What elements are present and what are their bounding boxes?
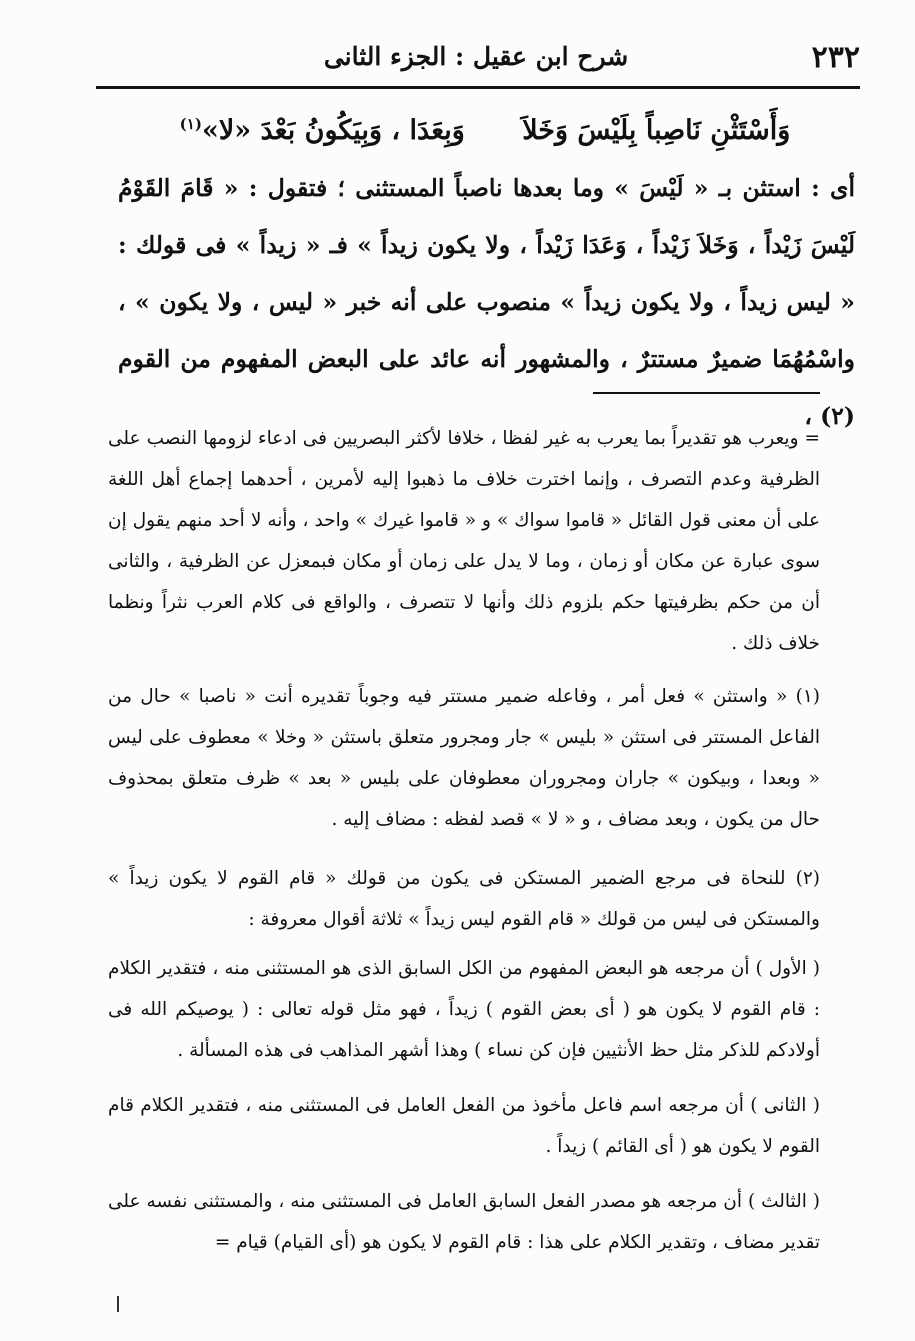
footnote-2-first-view: ( الأول ) أن مرجعه هو البعض المفهوم من الكل السابق الذى هو المستثنى منه ، فتقدير الكلام : قام القوم لا يكون هو ( أى بعض القوم ) زيداً ، فهو مثل قوله تعالى : ( يوصيكم الله فى أولادكم للذكر مثل حظ الأنثيين فإن كن نساء ) وهذا أشهر المذاهب فى هذه المسألة . [108, 958, 820, 1061]
footnotes [108, 418, 820, 1263]
page-header [92, 36, 860, 86]
verse-hemistich-left-text: وَبِعَدَا ، وَبِيَكُونُ بَعْدَ «لا» [201, 115, 465, 146]
margin-mark [117, 1296, 119, 1312]
footnote-2-third-view: ( الثالث ) أن مرجعه هو مصدر الفعل السابق العامل فى المستثنى منه ، والمستثنى نفسه على تقدير مضاف ، وتقدير الكلام على هذا : قام القوم لا يكون هو (أى القيام) قيام = [108, 1191, 820, 1253]
page-number: ٢٣٢ [811, 40, 860, 75]
commentary-text: أى : استثن بـ « لَيْسَ » وما بعدها ناصباً المستثنى ؛ فتقول : « قَامَ القَوْمُ لَيْسَ زَيْداً ، وَخَلاَ زَيْداً ، وَعَدَا زَيْداً ، ولا يكون زيداً » فـ « زيداً » فى قولك : « ليس زيداً ، ولا يكون زيداً » منصوب على أنه خبر « ليس ، ولا يكون » ، واسْمُهُمَا ضميرٌ مستترٌ ، والمشهور أنه عائد على البعض المفهوم من القوم (٢) ، [118, 174, 855, 430]
footnote-2-second-view: ( الثانى ) أن مرجعه اسم فاعل مأخوذ من الفعل العامل فى المستثنى منه ، فتقدير الكلام قام القوم لا يكون هو ( أى القائم ) زيداً . [108, 1095, 820, 1157]
verse-footnote-ref: (١) [179, 115, 202, 133]
footnote-2-intro: (٢) للنحاة فى مرجع الضمير المستكن فى يكون من قولك « قام القوم لا يكون زيداً » والمستكن فى ليس من قولك « قام القوم ليس زيداً » ثلاثة أقوال معروفة : [108, 868, 820, 930]
verse-hemistich-right: وَأَسْتَثْنِ نَاصِباً بِلَيْسَ وَخَلاَ [522, 115, 791, 146]
verse-line [120, 102, 850, 153]
header-rule [96, 86, 860, 89]
footnote-continued: = ويعرب هو تقديراً بما يعرب به غير لفظا ، خلافا لأكثر البصريين فى ادعاء لزومها النصب على الظرفية وعدم التصرف ، وإنما اخترت خلاف ما ذهبوا إليه لأمرين ، أحدهما إجماع أهل اللغة على أن معنى قول القائل « قاموا سواك » و « قاموا غيرك » واحد ، وأنه لا أحد منهم يقول إن سوى عبارة عن مكان أو زمان ، وما لا يدل على زمان أو مكان فبمعزل عن الظرفية ، والثانى أن من حكم بظرفيتها حكم بلزوم ذلك وأنها لا تتصرف ، والواقع فى كلام العرب نثراً ونظما خلاف ذلك . [108, 428, 820, 654]
footnote-separator [593, 392, 820, 394]
footnote-1: (١) « واستثن » فعل أمر ، وفاعله ضمير مستتر فيه وجوباً تقديره أنت « ناصبا » حال من الفاعل المستتر فى استثن « بليس » جار ومجرور متعلق باستثن « وخلا » معطوف على ليس « وبعدا ، وبيكون » جاران ومجروران معطوفان على بليس « بعد » ظرف متعلق بمحذوف حال من يكون ، وبعد مضاف ، و « لا » قصد لفظه : مضاف إليه . [108, 686, 820, 830]
running-title: شرح ابن عقيل : الجزء الثانى [323, 42, 629, 71]
verse-hemistich-left [180, 102, 465, 153]
